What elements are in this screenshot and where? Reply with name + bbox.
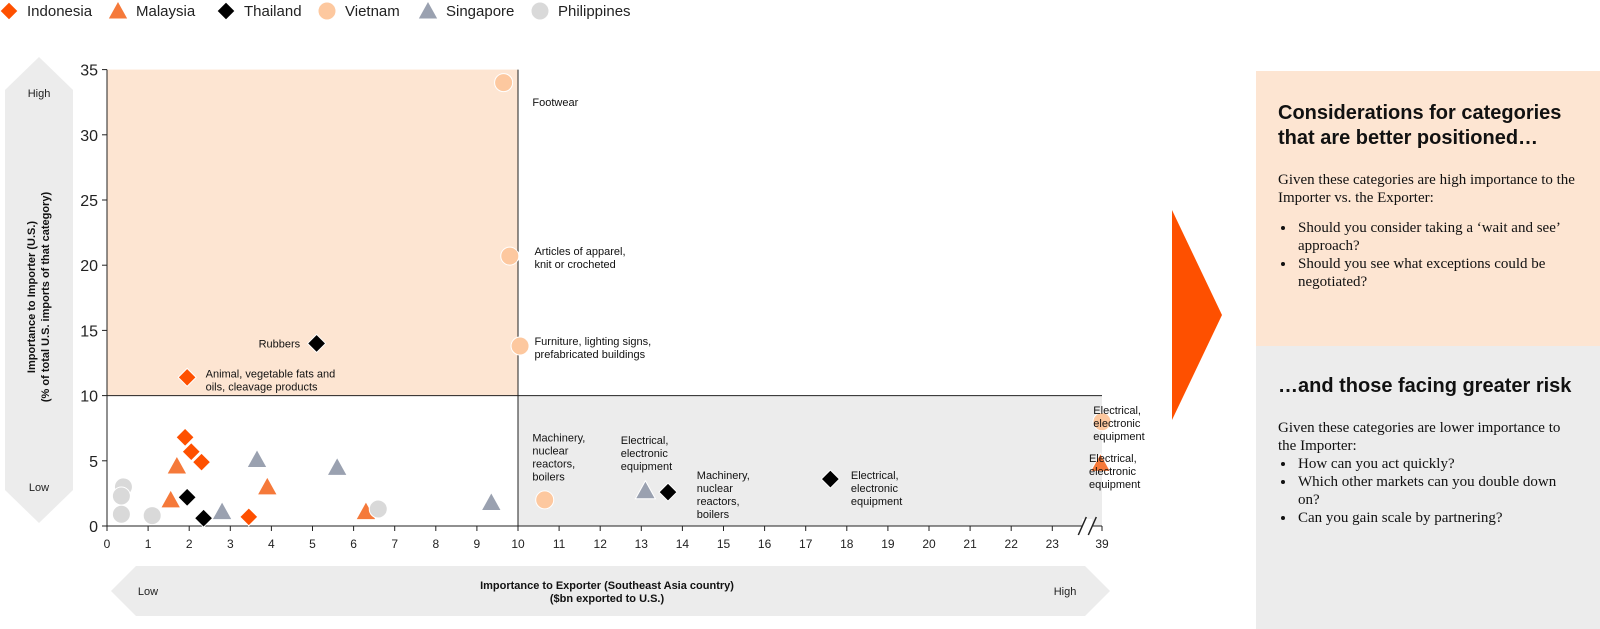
data-point — [143, 507, 161, 525]
data-point — [327, 457, 347, 475]
panel-top-intro: Given these categories are high importance to the Importer vs. the Exporter: — [1278, 172, 1575, 206]
x-tick-label: 11 — [552, 537, 566, 551]
x-tick-label: 9 — [473, 537, 481, 551]
x-tick-label: 10 — [511, 537, 525, 551]
x-tick-label: 18 — [840, 537, 854, 551]
x-tick-label: 16 — [757, 537, 772, 551]
legend — [0, 1, 631, 20]
panel-top-title: Considerations for categories that are better positioned… — [1278, 102, 1562, 149]
data-point — [247, 449, 267, 467]
legend-item — [0, 2, 93, 20]
annotation-label: Electrical, electronic equipment — [1088, 453, 1141, 492]
x-low-label: Low — [137, 586, 159, 598]
annotation-label: Electrical, electronic equipment — [1093, 404, 1145, 443]
x-tick-label: 0 — [103, 537, 111, 551]
legend-item — [531, 2, 631, 20]
legend-marker — [418, 1, 438, 19]
legend-label: Indonesia — [27, 3, 93, 20]
x-tick-label: 15 — [716, 537, 731, 551]
data-point — [511, 337, 529, 355]
x-tick-label: 7 — [391, 537, 399, 551]
legend-label: Philippines — [558, 3, 631, 20]
data-point — [112, 487, 130, 505]
panel-bottom-intro: Given these categories are lower importance to the Importer: — [1278, 420, 1561, 454]
bullet-item: • Which other markets can you double down on? — [1296, 473, 1578, 509]
greater-risk-panel — [1256, 346, 1600, 629]
legend-label: Malaysia — [136, 3, 196, 20]
x-tick-label: 22 — [1004, 537, 1018, 551]
legend-item — [318, 2, 400, 20]
x-axis-title: Importance to Exporter (Southeast Asia country) ($bn exported to U.S.) — [480, 580, 734, 605]
lower-right-quadrant — [518, 396, 1102, 526]
annotation-label: Rubbers — [258, 338, 301, 351]
x-tick-label: 39 — [1095, 537, 1109, 551]
x-tick-label: 17 — [799, 537, 813, 551]
x-high-label: High — [1053, 586, 1077, 598]
data-point — [178, 488, 196, 506]
x-tick-label: 8 — [432, 537, 440, 551]
data-point — [212, 502, 232, 520]
legend-marker — [0, 2, 18, 20]
data-point — [501, 247, 519, 265]
annotation-label: Articles of apparel, knit or crocheted — [534, 245, 626, 271]
annotation-label: Machinery, nuclear reactors, boilers — [696, 470, 750, 522]
panel-top-bullets — [1278, 219, 1578, 291]
chevron-right-icon — [1172, 210, 1222, 420]
legend-label: Thailand — [244, 3, 302, 20]
x-tick-label: 2 — [185, 537, 193, 551]
x-tick-label: 12 — [593, 537, 607, 551]
legend-marker — [531, 2, 549, 20]
data-point — [195, 509, 213, 527]
annotation-label: Animal, vegetable fats and oils, cleavage products — [205, 368, 336, 394]
data-point — [240, 508, 258, 526]
y-tick-label: 35 — [80, 62, 98, 80]
legend-item — [108, 1, 196, 20]
x-tick-label: 14 — [675, 537, 690, 551]
data-point — [161, 490, 181, 508]
data-point — [167, 456, 187, 474]
y-tick-label: 0 — [89, 519, 98, 536]
bullet-item: • Can you gain scale by partnering? — [1296, 509, 1578, 527]
panel-bottom-bullets — [1278, 455, 1578, 527]
y-tick-label: 20 — [80, 258, 98, 276]
legend-item — [217, 2, 302, 20]
data-point — [369, 500, 387, 518]
x-tick-label: 21 — [963, 537, 977, 551]
y-axis-title: Importance to Importer (U.S.) (% of total U.S. imports of that category) — [26, 191, 52, 403]
legend-marker — [108, 1, 128, 19]
x-tick-label: 20 — [922, 537, 936, 551]
x-tick-label: 6 — [350, 537, 357, 551]
x-tick-label: 19 — [881, 537, 895, 551]
annotation-label: Footwear — [532, 97, 579, 110]
y-tick-label: 15 — [80, 323, 98, 341]
annotation-label: Electrical, electronic equipment — [850, 470, 903, 509]
better-positioned-panel — [1256, 71, 1600, 346]
x-tick-label: 4 — [268, 537, 275, 551]
data-point — [536, 491, 554, 509]
y-tick-label: 5 — [89, 453, 98, 471]
data-point — [112, 505, 130, 523]
data-point — [257, 477, 277, 495]
legend-label: Singapore — [446, 3, 515, 20]
x-tick-label: 13 — [634, 537, 648, 551]
x-tick-label: 1 — [144, 537, 152, 551]
bullet-item: • Should you see what exceptions could be negotiated? — [1296, 255, 1578, 291]
x-tick-label: 23 — [1045, 537, 1059, 551]
data-point — [495, 74, 513, 92]
annotation-label: Furniture, lighting signs, prefabricated buildings — [534, 335, 652, 361]
y-high-label: High — [27, 88, 51, 100]
data-point — [481, 493, 501, 511]
panel-bottom-title: …and those facing greater risk — [1278, 375, 1572, 397]
x-tick-label: 5 — [309, 537, 316, 551]
y-low-label: Low — [28, 482, 50, 494]
x-tick-label: 3 — [226, 537, 234, 551]
y-tick-label: 25 — [80, 193, 98, 210]
bullet-item: • Should you consider taking a ‘wait and see’ approach? — [1296, 219, 1578, 255]
legend-marker — [217, 2, 235, 20]
y-tick-label: 10 — [80, 388, 98, 406]
y-tick-label: 30 — [80, 127, 98, 145]
annotation-label: Electrical, electronic equipment — [620, 434, 673, 473]
bullet-item: • How can you act quickly? — [1296, 455, 1578, 473]
annotation-label: Machinery, nuclear reactors, boilers — [532, 432, 586, 484]
y-axis-banner — [5, 57, 73, 523]
legend-label: Vietnam — [345, 3, 400, 20]
legend-item — [418, 1, 514, 20]
legend-marker — [318, 2, 336, 20]
